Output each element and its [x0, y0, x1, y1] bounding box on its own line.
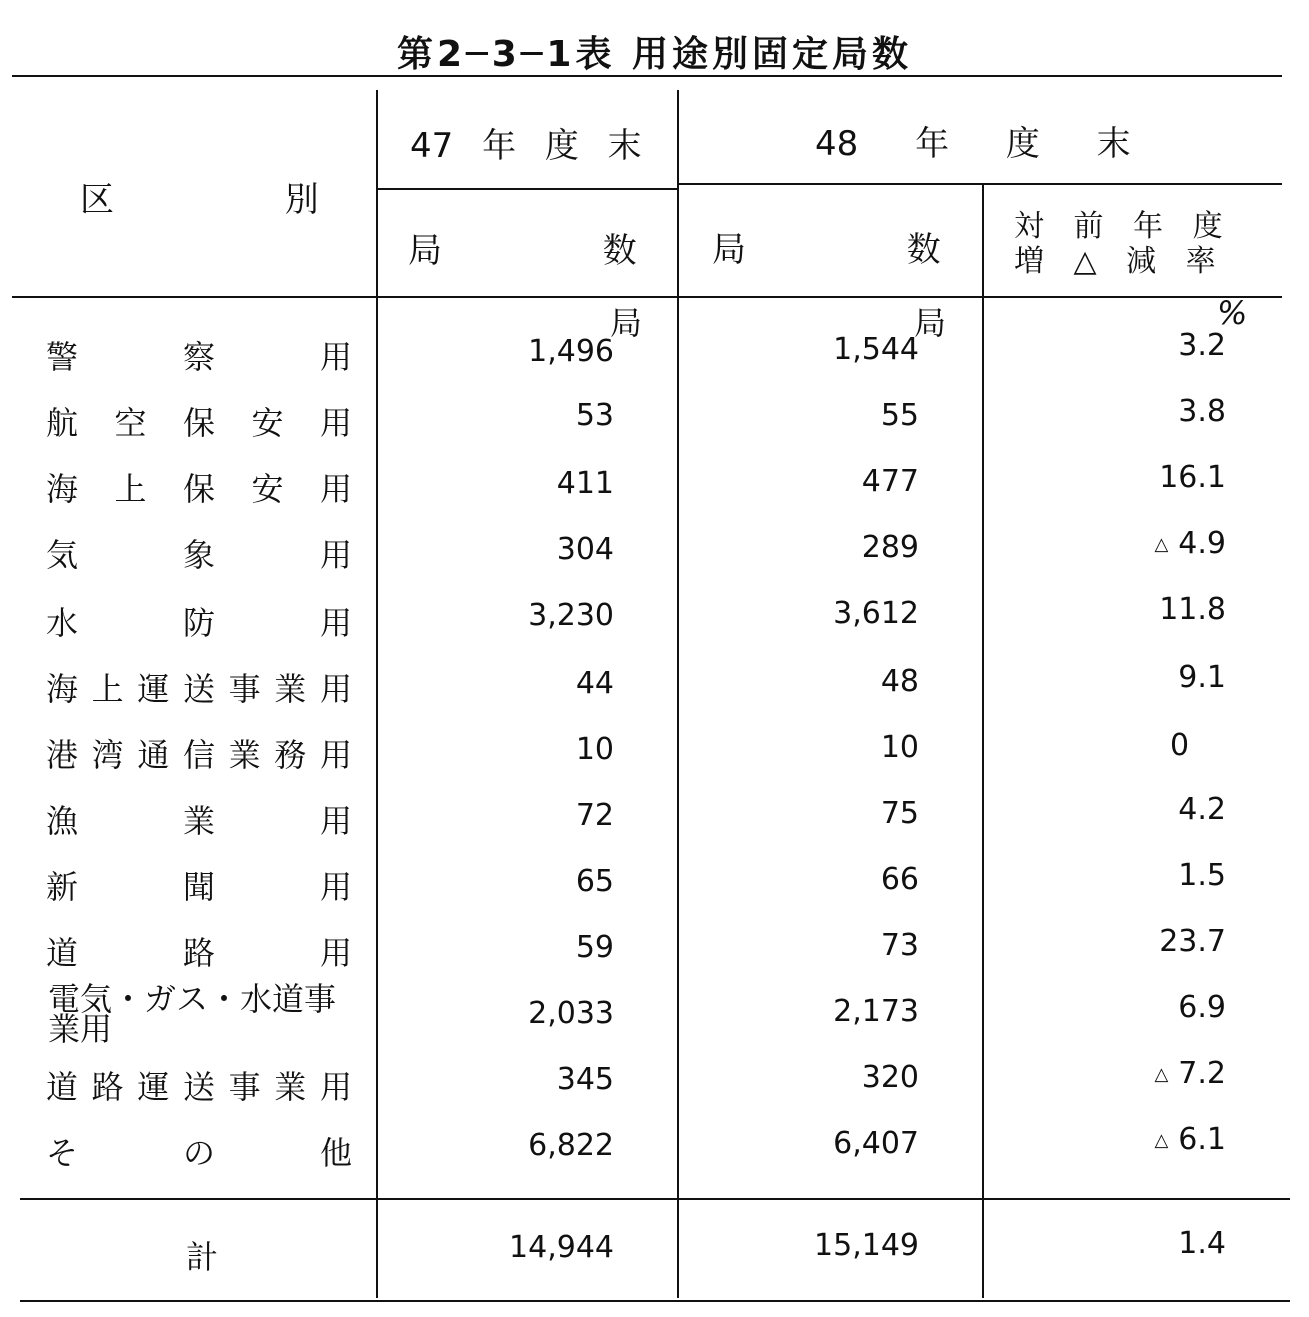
row-value-48: 66 — [880, 862, 919, 897]
row-value-47: 304 — [556, 532, 614, 567]
total-top-rule — [20, 1198, 1290, 1200]
total-label: 計 — [186, 1238, 219, 1276]
row-value-48: 75 — [880, 796, 919, 831]
row-value-48: 2,173 — [833, 994, 919, 1029]
row-value-47: 1,496 — [528, 334, 614, 369]
row-value-48: 10 — [880, 730, 919, 765]
row-value-48: 477 — [861, 464, 919, 499]
row-value-47: 345 — [556, 1062, 614, 1097]
col47-header: 47 年 度 末 — [410, 126, 642, 166]
subheader-rule-47 — [378, 188, 677, 190]
row-value-48: 73 — [880, 928, 919, 963]
row-value-48: 3,612 — [833, 596, 919, 631]
row-label: 新 聞 用 — [46, 868, 352, 906]
row-value-47: 53 — [575, 398, 614, 433]
top-rule — [12, 75, 1282, 77]
col-divider-1 — [376, 90, 378, 1298]
row-value-47: 59 — [575, 930, 614, 965]
unit-col48: 局 — [914, 304, 947, 342]
row-change: △ 4.9 — [1154, 526, 1226, 561]
total-value-48: 15,149 — [814, 1228, 919, 1263]
row-value-48: 289 — [861, 530, 919, 565]
row-label: 警 察 用 — [46, 338, 352, 376]
row-value-47: 2,033 — [528, 996, 614, 1031]
row-change: 4.2 — [1178, 792, 1226, 827]
col48-header: 48 年 度 末 — [815, 124, 1131, 164]
col-divider-3 — [982, 184, 984, 1298]
change-label-top: 対 前 年 度 — [1014, 209, 1223, 244]
row-label: 電気・ガス・水道事業用 — [48, 980, 337, 1048]
row-value-48: 320 — [861, 1060, 919, 1095]
row-change: 11.8 — [1159, 592, 1226, 627]
unit-change: % — [1217, 294, 1248, 332]
category-header: 区 別 — [80, 180, 319, 220]
row-value-48: 6,407 — [833, 1126, 919, 1161]
row-label: 港 湾 通 信 業 務 用 — [46, 736, 352, 774]
row-value-47: 411 — [556, 466, 614, 501]
decrease-triangle-icon: △ — [1154, 1064, 1169, 1085]
row-change: 3.8 — [1178, 394, 1226, 429]
row-change: △ 7.2 — [1154, 1056, 1226, 1091]
row-label: 漁 業 用 — [46, 802, 352, 840]
row-value-47: 10 — [575, 732, 614, 767]
total-value-47: 14,944 — [509, 1230, 614, 1265]
row-change: 6.9 — [1178, 990, 1226, 1025]
row-label: 道 路 運 送 事 業 用 — [46, 1068, 352, 1106]
subheader-rule-48 — [678, 183, 1282, 185]
bottom-rule — [20, 1300, 1290, 1302]
header-bottom-rule — [12, 296, 1282, 298]
row-label: 航 空 保 安 用 — [46, 404, 352, 442]
change-label-bottom: 増 △ 減 率 — [1014, 244, 1216, 279]
total-change: 1.4 — [1178, 1226, 1226, 1261]
unit-col47: 局 — [610, 304, 643, 342]
row-change: 16.1 — [1159, 460, 1226, 495]
row-value-47: 72 — [575, 798, 614, 833]
row-label: 水 防 用 — [46, 604, 352, 642]
row-value-47: 6,822 — [528, 1128, 614, 1163]
row-label: 気 象 用 — [46, 536, 352, 574]
row-change: △ 6.1 — [1154, 1122, 1226, 1157]
row-value-48: 1,544 — [833, 332, 919, 367]
row-value-47: 65 — [575, 864, 614, 899]
row-label: 海 上 運 送 事 業 用 — [46, 670, 352, 708]
row-label: 海 上 保 安 用 — [46, 470, 352, 508]
decrease-triangle-icon: △ — [1154, 534, 1169, 555]
row-change: 23.7 — [1159, 924, 1226, 959]
col47-count-label: 局 数 — [408, 231, 637, 271]
decrease-triangle-icon: △ — [1154, 1130, 1169, 1151]
row-change: 3.2 — [1178, 328, 1226, 363]
row-change: 0 — [1170, 728, 1190, 763]
row-label: そ の 他 — [46, 1134, 352, 1172]
table-title: 第2─3─1表 用途別固定局数 — [396, 34, 913, 75]
row-value-48: 48 — [880, 664, 919, 699]
col48-count-label: 局 数 — [712, 230, 941, 270]
row-change: 1.5 — [1178, 858, 1226, 893]
row-value-48: 55 — [880, 398, 919, 433]
col-divider-2 — [677, 90, 679, 1298]
row-change: 9.1 — [1178, 660, 1226, 695]
row-label: 道 路 用 — [46, 934, 352, 972]
row-value-47: 44 — [575, 666, 614, 701]
row-value-47: 3,230 — [528, 598, 614, 633]
